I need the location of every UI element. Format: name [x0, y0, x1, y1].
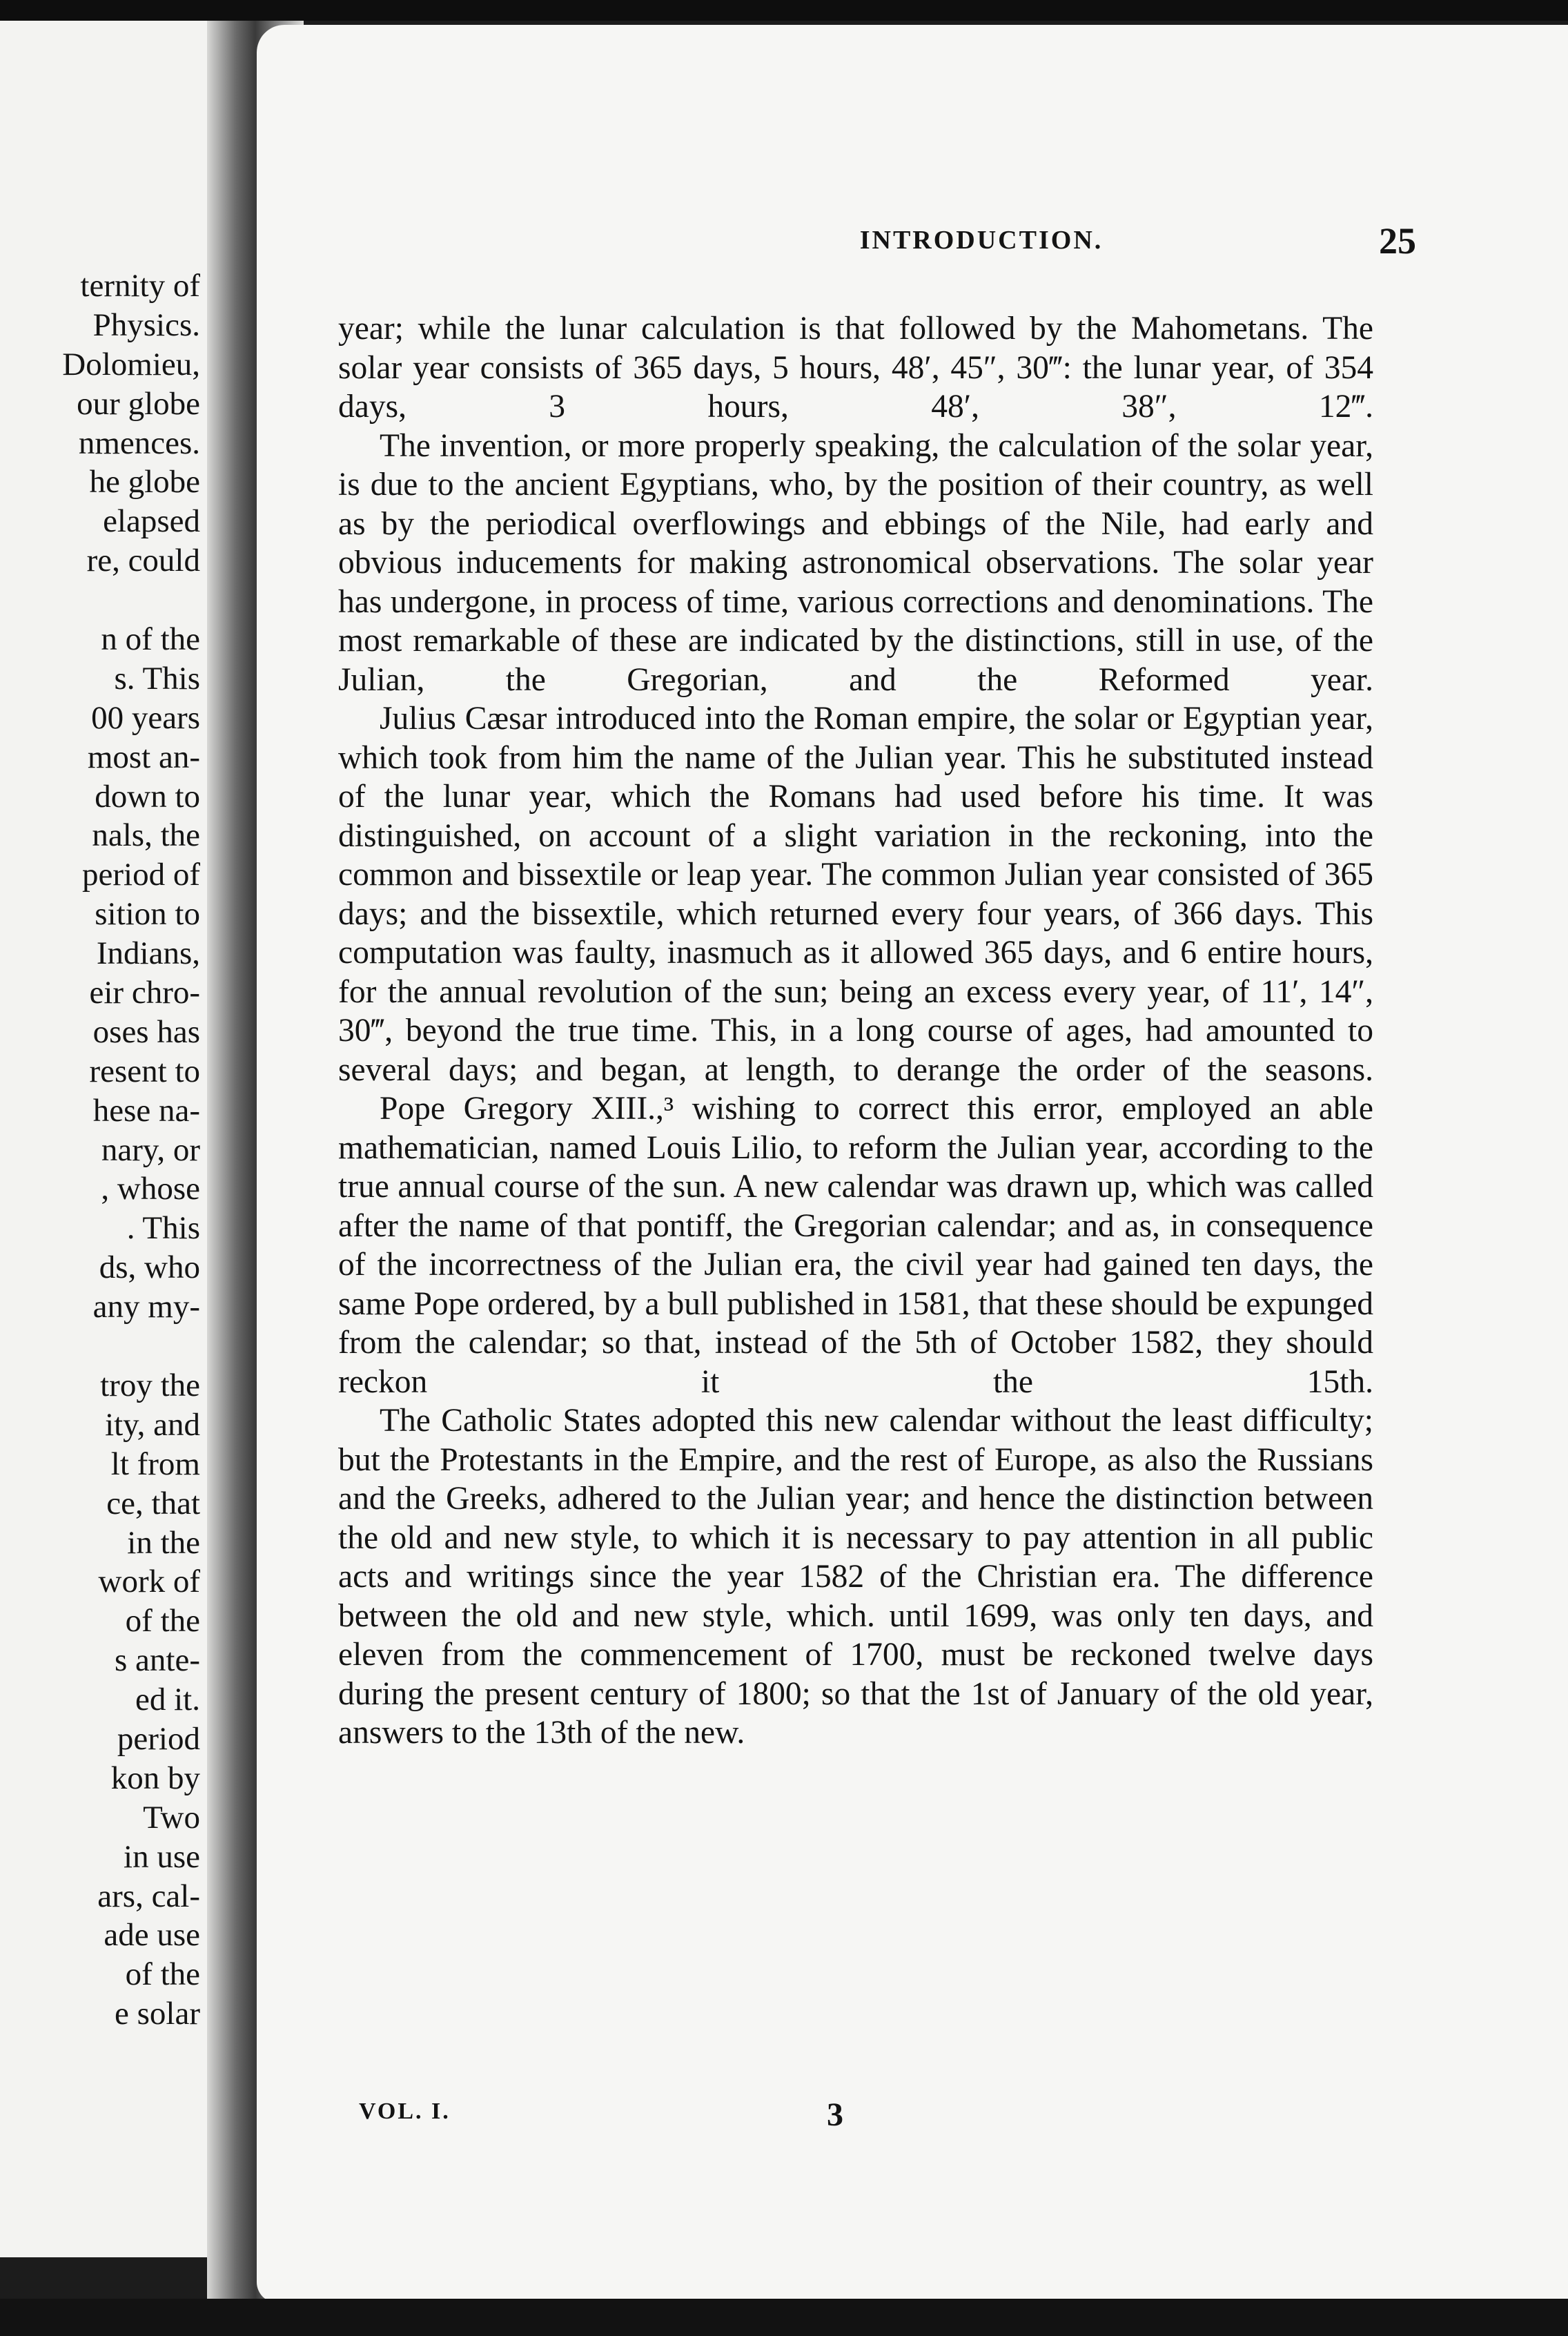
facing-page-fragment — [0, 21, 228, 2257]
facing-page-line: , whose — [101, 1171, 200, 1207]
facing-page-line: work of — [98, 1564, 200, 1600]
signature-mark: VOL. I. — [359, 2099, 451, 2124]
facing-page-line: s ante- — [115, 1642, 200, 1679]
facing-page-line: Two — [143, 1799, 200, 1836]
facing-page-line: nmences. — [78, 425, 200, 461]
facing-page-line: Physics. — [92, 306, 200, 343]
facing-page-line: ed it. — [135, 1682, 200, 1718]
facing-page-line: our globe — [77, 385, 200, 422]
paragraph: Julius Cæsar introduced into the Roman empire, the solar or Egyptian year, which took from him the name of the Julian year. This he substituted instead of the lunar year, which the Romans had used before his time. It was distinguished, on account of a slight variation in the reckoning, into the common and bissextile or leap year. The common Julian year consisted of 365 days; and the bissextile, which returned every four years, of 366 days. This computation was faulty, inasmuch as it allowed 365 days, and 6 entire hours, for the annual revolution of the sun; being an excess every year, of 11′, 14″, 30‴, beyond the true time. This, in a long course of ages, had amounted to several days; and began, at length, to derange the order of the seasons. — [338, 701, 1373, 1088]
facing-page-line: period of — [82, 857, 200, 893]
facing-page-text — [0, 266, 200, 2034]
facing-page-line: ternity of — [80, 268, 200, 304]
facing-page-line: s. This — [114, 660, 200, 697]
facing-page-line: down to — [95, 778, 200, 815]
facing-page-line: in the — [127, 1524, 200, 1561]
facing-page-line: of the — [125, 1956, 200, 1993]
facing-page-line — [0, 581, 200, 620]
scan-top-edge — [0, 0, 1568, 21]
facing-page-line: n of the — [101, 621, 200, 658]
facing-page-line: eir chro- — [89, 975, 200, 1011]
facing-page-line: Indians, — [96, 935, 200, 972]
facing-page-line: re, could — [86, 543, 200, 579]
facing-page-line: sition to — [95, 896, 200, 933]
book-page — [257, 25, 1568, 2303]
facing-page-line: 00 years — [91, 699, 200, 736]
facing-page-line: ars, cal- — [97, 1878, 200, 1914]
facing-page-line: period — [117, 1720, 200, 1757]
facing-page-line: any my- — [92, 1289, 200, 1325]
facing-page-line: Dolomieu, — [62, 346, 200, 382]
facing-page-line: resent to — [89, 1053, 200, 1089]
paragraph: The invention, or more properly speaking, the calculation of the solar year, is due to the ancient Egyptians, who, by the position of their country, as well as by the periodical overflowings and ebbings of the Nile, had early and obvious inducements for making astronomical observations. The solar year has undergone, in process of time, various corrections and denominations. The most remarkable of these are indicated by the distinctions, still in use, of the Julian, the Gregorian, and the Reformed year. — [338, 427, 1373, 698]
facing-page-line: nals, the — [92, 817, 200, 854]
facing-page-line: elapsed — [103, 503, 200, 540]
facing-page-line: of the — [125, 1603, 200, 1639]
sheet-number: 3 — [827, 2096, 843, 2133]
paragraph: year; while the lunar calculation is that followed by the Mahometans. The solar year consists of 365 days, 5 hours, 48′, 45″, 30‴: the lunar year, of 354 days, 3 hours, 48′, 38″, 12‴. — [338, 311, 1373, 425]
facing-page-line: most an- — [87, 739, 200, 775]
paragraph: Pope Gregory XIII.,³ wishing to correct this error, employed an able mathematician, named Louis Lilio, to reform the Julian year, according to the true annual course of the sun. A new calendar was drawn up, which was called after the name of that pontiff, the Gregorian calendar; and as, in consequence of the incorrectness of the Julian era, the civil year had gained ten days, the same Pope ordered, by a bull published in 1581, that these should be expunged from the calendar; so that, instead of the 5th of October 1582, they should reckon it the 15th. — [338, 1091, 1373, 1400]
facing-page-line: ce, that — [106, 1485, 200, 1521]
facing-page-line: kon by — [110, 1760, 200, 1796]
facing-page-line: ity, and — [105, 1406, 200, 1443]
page-footer — [338, 2096, 1373, 2144]
scan-bottom-edge — [0, 2299, 1568, 2336]
running-head: INTRODUCTION. — [859, 226, 1104, 255]
facing-page-line: in use — [124, 1838, 200, 1875]
facing-page-line: oses has — [92, 1013, 200, 1050]
body-text — [338, 309, 1373, 1753]
page-number: 25 — [1379, 220, 1416, 262]
facing-page-line: ds, who — [99, 1249, 200, 1286]
facing-page-line: ade use — [104, 1917, 200, 1954]
facing-page-line: hese na- — [92, 1092, 200, 1129]
facing-page-line: he globe — [89, 464, 200, 500]
facing-page-line: . This — [126, 1210, 200, 1247]
facing-page-line: e solar — [115, 1996, 200, 2032]
page-header — [257, 220, 1568, 268]
facing-page-line: troy the — [100, 1367, 200, 1403]
facing-page-line — [0, 1327, 200, 1366]
facing-page-line: nary, or — [101, 1131, 200, 1168]
facing-page-line: lt from — [110, 1446, 200, 1482]
paragraph: The Catholic States adopted this new calendar without the least difficulty; but the Protestants in the Empire, and the rest of Europe, as also the Russians and the Greeks, adhered to the Julian year; and hence the distinction between the old and new style, to which it is necessary to pay attention in all public acts and writings since the year 1582 of the Christian era. The difference between the old and new style, which. until 1699, was only ten days, and eleven from the commencement of 1700, must be reckoned twelve days during the present century of 1800; so that the 1st of January of the old year, answers to the 13th of the new. — [338, 1403, 1373, 1751]
